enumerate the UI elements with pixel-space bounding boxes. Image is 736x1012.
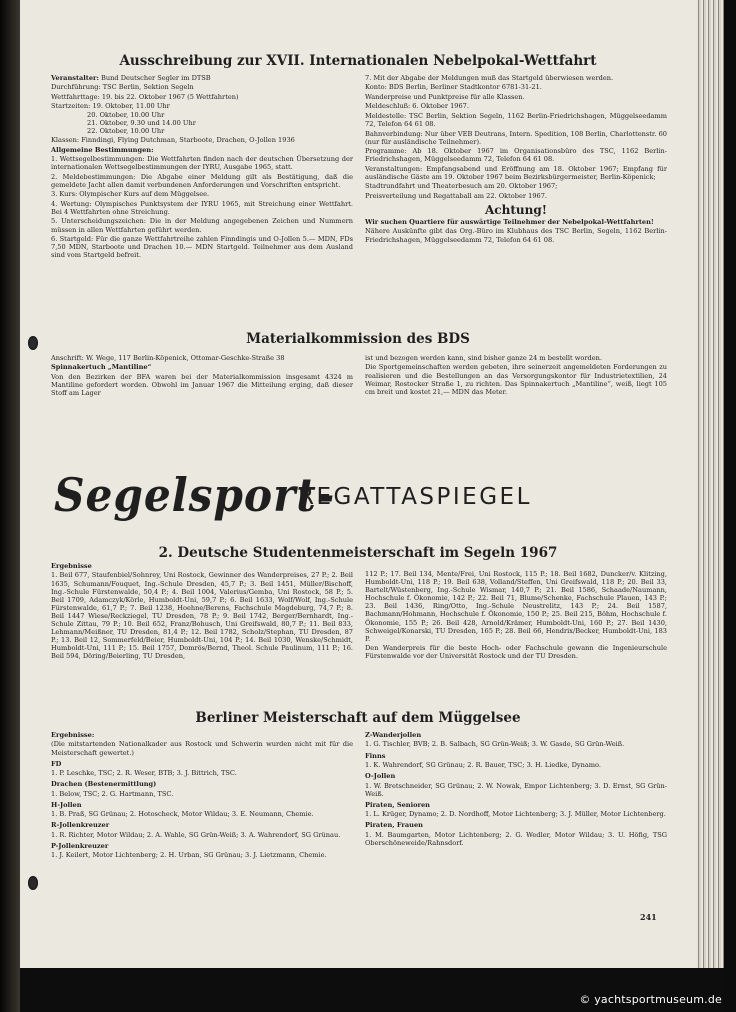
- result-o-jollen: 1. W. Bretschneider, SG Grünau; 2. W. Nowak, Empor Lichtenberg; 3. D. Ernst, SG Grün-Weiß.: [365, 781, 667, 798]
- material-right-column: [365, 354, 667, 397]
- material-right-1: Die Sportgemeinschaften werden gebeten, ihre seinerzeit angemeldeten Forderungen zu realisieren und die Bestellungen an das Versorgungskontor für Industrietextilien, 24 Weimar, Rostocker Straße 1, zu richten. Das Spinnakertuch „Mantiline“, weiß, liegt 105 cm breit und kostet 21,— MDN das Meter.: [365, 363, 667, 396]
- class-piraten-frauen: Piraten, Frauen: [365, 821, 423, 830]
- nebel-rule-6: 6. Startgeld: Für die ganze Wettfahrtreihe zahlen Finndingis und O-Jollen 5.— MDN, FDs 7,50 MDN, Starboote und Drachen 10.— MDN Startgeld. Teilnehmer aus dem Ausland sind vom Startgeld befreit.: [51, 234, 353, 260]
- nebel-left-8: Allgemeine Bestimmungen:: [51, 145, 154, 154]
- nebel-rule-3: 3. Kurs: Olympischer Kurs auf dem Müggelsee.: [51, 190, 210, 199]
- nebel-right-5: Bahnverbindung: Nur über VEB Deutrans, Intern. Spedition, 108 Berlin, Charlottenstr. 60 (nur für ausländische Teilnehmer).: [365, 129, 667, 146]
- nebel-left-6: 22. Oktober, 10.00 Uhr: [87, 126, 165, 135]
- page-stack-edge: [696, 0, 724, 968]
- studenten-heading: Ergebnisse: [51, 562, 92, 570]
- watermark: © yachtsportmuseum.de: [579, 993, 722, 1006]
- nebel-right-4: Meldestelle: TSC Berlin, Sektion Segeln, 1162 Berlin-Friedrichshagen, Müggelseedamm 72, Telefon 64 61 08.: [365, 111, 667, 129]
- magazine-page: [20, 0, 696, 968]
- nebel-right-3: Meldeschluß: 6. Oktober 1967.: [365, 102, 469, 111]
- result-fd: 1. P. Leschke, TSC; 2. R. Weser, BTB; 3. J. Bittrich, TSC.: [51, 769, 237, 778]
- nebel-rule-1: 1. Wettsegelbestimmungen: Die Wettfahrten finden nach der deutschen Übersetzung der internationalen Wettsegelbestimmungen der IYRU, Ausgabe 1965, statt.: [51, 155, 353, 172]
- result-piraten-frauen: 1. M. Baumgarten, Motor Lichtenberg; 2. G. Wedler, Motor Wildau; 3. U. Höfig, TSG Oberschöneweide/Rahnsdorf.: [365, 830, 667, 847]
- studenten-left-results: 1. Beil 677, Staufenbiel/Sohnrey, Uni Rostock, Gewinner des Wanderpreises, 27 P.; 2. Beil 1635, Schumann/Fouquet, Ing.-Schule Dresden, 45,7 P.; 3. Beil 1451, Müller/Bischoff, Ing.-Schule Fürstenwalde, 50,4 P.; 4. Beil 1004, Valerius/Gemba, Uni Rostock, 58 P.; 5. Beil 1709, Adamczyk/Körle, Humboldt-Uni, 59,7 P.; 6. Beil 1633, Wolf/Wolf, Ing.-Schule Fürstenwalde, 61,7 P.; 7. Beil 1238, Hoehne/Berens, Fachschule Magdeburg, 74,7 P.; 8. Beil 1447 Wiese/Reckziegel, TU Dresden, 78 P.; 9. Beil 1742, Berger/Bernhardt, Ing.-Schule Zittau, 79 P.; 10. Beil 652, Franz/Bohusch, Uni Greifswald, 80,7 P.; 11. Beil 833, Lehmann/Meißner, TU Dresden, 81,4 P.; 12. Beil 1782, Scholz/Stephan, TU Dresden, 87 P.; 13. Beil 12, Sommerfeld/Beier, Humboldt-Uni, 104 P.; 14. Beil 1030, Wenske/Schmidt, Humboldt-Uni, 111 P.; 15. Beil 1757, Domrös/Bernd, Theol. Schule Paulinum, 111 P.; 16. Beil 594, Döring/Beierling, TU Dresden,: [51, 571, 353, 661]
- nebel-left-2: Wettfahrttage: 19. bis 22. Oktober 1967 (5 Wettfahrten): [51, 92, 239, 101]
- class-h-jollen: H-Jollen: [51, 800, 82, 809]
- nebel-left-7: Klassen: Finndingi, Flying Dutchman, Starboote, Drachen, O-Jollen 1936: [51, 136, 295, 145]
- studenten-left-column: [51, 562, 353, 662]
- berliner-left-column: [51, 731, 353, 861]
- nebelpokal-left-column: Veranstalter: Bund Deutscher Segler im DTSB Durchführung: TSC Berlin, Sektion Segeln Wettfahrttage: 19. bis 22. Oktober 1967 (5 Wettfahrten) Startzeiten: 19. Oktober, 11.00 Uhr 20. Oktober, 10.00 Uhr 21. Oktober, 9.30 und 14.00 Uhr 22. Oktober, 10.00 Uhr Klassen: Finndingi, Flying Dutchman, Starboote, Drachen, O-Jollen 1936 Allgemeine Bestimmungen: 1. Wettsegelbestimmungen: Die Wettfahrten finden nach der deutschen Übersetzung der internationalen Wettsegelbestimmungen der IYRU, Ausgabe 1965, statt. 2. Meldebestimmungen: Die Abgabe einer Meldung gilt als Bestätigung, daß die gemeldete Jacht allen damit verbundenen Anforderungen und Vorschriften entspricht. 3. Kurs: Olympischer Kurs auf dem Müggelsee. 4. Wertung: Olympisches Punktsystem der IYRU 1965, mit Streichung einer Wettfahrt. Bei 4 Wettfahrten ohne Streichung. 5. Unterscheidungszeichen: Die in der Meldung angegebenen Zeichen und Nummern müssen in allen Wettfahrten geführt werden. 6. Startgeld: Für die ganze Wettfahrtreihe zahlen Finndingis und O-Jollen 5.— MDN, FDs 7,50 MDN, Starboote und Drachen 10.— MDN Startgeld. Teilnehmer aus dem Ausland sind vom Startgeld befreit.: [51, 74, 353, 260]
- class-z-wanderjollen: Z-Wanderjollen: [365, 731, 422, 739]
- nebel-rule-2: 2. Meldebestimmungen: Die Abgabe einer Meldung gilt als Bestätigung, daß die gemeldete Jacht allen damit verbundenen Anforderungen und Vorschriften entspricht.: [51, 172, 353, 189]
- class-drachen: Drachen (Bestenermittlung): [51, 780, 157, 789]
- result-p-jollenkreuzer: 1. J. Keilert, Motor Lichtenberg; 2. H. Urban, SG Grünau; 3. J. Lietzmann, Chemie.: [51, 851, 327, 860]
- nebel-right-6: Programme: Ab 18. Oktober 1967 im Organisationsbüro des TSC, 1162 Berlin-Friedrichshagen, Müggelseedamm 72, Telefon 64 61 08.: [365, 147, 667, 164]
- material-left-1: Spinnakertuch „Mantiline“: [51, 363, 152, 372]
- class-p-jollenkreuzer: P-Jollenkreuzer: [51, 841, 109, 850]
- result-piraten-senioren: 1. L. Krüger, Dynamo; 2. D. Nordhoff, Motor Lichtenberg; 3. J. Müller, Motor Lichtenberg.: [365, 810, 666, 819]
- right-margin: [724, 0, 736, 1012]
- nebelpokal-title: Ausschreibung zur XVII. Internationalen Nebelpokal-Wettfahrt: [119, 53, 597, 69]
- nebel-left-3: Startzeiten: 19. Oktober, 11.00 Uhr: [51, 102, 170, 111]
- nebel-rule-4: 4. Wertung: Olympisches Punktsystem der IYRU 1965, mit Streichung einer Wettfahrt. Bei 4 Wettfahrten ohne Streichung.: [51, 199, 353, 216]
- nebel-left-4: 20. Oktober, 10.00 Uhr: [87, 110, 165, 119]
- studenten-title: 2. Deutsche Studentenmeisterschaft im Segeln 1967: [158, 545, 558, 561]
- class-fd: FD: [51, 759, 62, 768]
- class-r-jollenkreuzer: R-Jollenkreuzer: [51, 821, 110, 830]
- material-right-0: ist und bezogen werden kann, sind bisher ganze 24 m bestellt worden.: [365, 354, 602, 362]
- nebel-right-0: 7. Mit der Abgabe der Meldungen muß das Startgeld überwiesen werden.: [365, 74, 614, 82]
- class-piraten-senioren: Piraten, Senioren: [365, 800, 430, 809]
- regattaspiegel-heading: REGATTASPIEGEL: [298, 484, 532, 510]
- result-h-jollen: 1. B. Praß, SG Grünau; 2. Hotoscheck, Motor Wildau; 3. E. Neumann, Chemie.: [51, 810, 314, 819]
- material-left-2: Von den Bezirken der BFA waren bei der Materialkommission insgesamt 4324 m Mantiline gefordert worden. Obwohl im Januar 1967 die Mitteilung erging, daß dieser Stoff am Lager: [51, 372, 353, 398]
- nebel-right-7: Veranstaltungen: Empfangsabend und Eröffnung am 18. Oktober 1967; Empfang für ausländische Gäste am 19. Oktober 1967 beim Bezirksbürgermeister, Berlin-Köpenick;: [365, 164, 667, 181]
- result-finns: 1. K. Wahrendorf, SG Grünau; 2. R. Bauer, TSC; 3. H. Liedke, Dynamo.: [365, 761, 602, 770]
- berliner-heading: Ergebnisse:: [51, 731, 95, 739]
- material-left-column: [51, 354, 353, 399]
- achtung-bold: Wir suchen Quartiere für auswärtige Teilnehmer der Nebelpokal-Wettfahrten!: [365, 217, 654, 226]
- binding-hole-icon: [28, 336, 38, 350]
- nebel-right-2: Wanderpreise und Punktpreise für alle Klassen.: [365, 92, 525, 101]
- nebel-left-1: Durchführung: TSC Berlin, Sektion Segeln: [51, 83, 194, 92]
- berliner-title: Berliner Meisterschaft auf dem Müggelsee: [195, 710, 521, 726]
- nebel-left-5: 21. Oktober, 9.30 und 14.00 Uhr: [87, 118, 196, 127]
- studenten-right-column: [365, 570, 667, 662]
- class-finns: Finns: [365, 751, 386, 760]
- binding-hole-icon: [28, 876, 38, 890]
- studenten-closing: Den Wanderpreis für die beste Hoch- oder Fachschule gewann die Ingenieurschule Fürstenwalde vor der Universität Rostock und der TU Dresden.: [365, 644, 667, 661]
- berliner-right-column: [365, 731, 667, 848]
- result-drachen: 1. Below, TSC; 2. G. Hartmann, TSC.: [51, 789, 174, 798]
- book-spine: [0, 0, 20, 1012]
- segelsport-script-logo: Segelsport-: [54, 468, 336, 522]
- berliner-note: (Die mitstartenden Nationalkader aus Rostock und Schwerin wurden nicht mit für die Meisterschaft gewertet.): [51, 740, 353, 757]
- nebel-rule-5: 5. Unterscheidungszeichen: Die in der Meldung angegebenen Zeichen und Nummern müssen in allen Wettfahrten geführt werden.: [51, 217, 353, 234]
- result-z-wanderjollen: 1. G. Tischler, BVB; 2. B. Salbach, SG Grün-Weiß; 3. W. Gasde, SG Grün-Weiß.: [365, 740, 625, 749]
- material-title: Materialkommission des BDS: [246, 331, 470, 347]
- nebelpokal-right-column: [365, 74, 667, 245]
- studenten-right-results: 112 P.; 17. Beil 134, Mente/Frei, Uni Rostock, 115 P.; 18. Beil 1682, Duncker/v. Klitzing, Humboldt-Uni, 118 P.; 19. Beil 638, Volland/Steffen, Uni Greifswald, 118 P.; 20. Beil 33, Bartelt/Wüstenberg, Ing.-Schule Wismar, 140,7 P.; 21. Beil 1586, Schaade/Naumann, Hochschule f. Ökonomie, 142 P.; 22. Beil 71, Blume/Schenke, Fachschule Plauen, 143 P.; 23. Beil 1436, Ring/Otto, Ing.-Schule Neustrelitz, 143 P.; 24. Beil 1587, Bachmann/Hohmann, Hochschule f. Ökonomie, 150 P.; 25. Beil 215, Böhm, Hochschule f. Ökonomie, 155 P.; 26. Beil 428, Arnold/Krämer, Humboldt-Uni, 160 P.; 27. Beil 1430, Schweigel/Konarski, TU Dresden, 165 P.; 28. Beil 66, Hendrix/Becker, Humboldt-Uni, 183 P.: [365, 570, 667, 643]
- nebel-right-1: Konto: BDS Berlin, Berliner Stadtkontor 6781-31-21.: [365, 83, 542, 92]
- nebel-right-9: Preisverteilung und Regattaball am 22. Oktober 1967.: [365, 191, 547, 200]
- material-left-0: Anschrift: W. Wege, 117 Berlin-Köpenick, Ottomar-Geschke-Straße 38: [51, 354, 285, 362]
- result-r-jollenkreuzer: 1. R. Richter, Motor Wildau; 2. A. Wahle, SG Grün-Weiß; 3. A. Wahrendorf, SG Grünau.: [51, 830, 341, 839]
- nebel-right-8: Stadtrundfahrt und Theaterbesuch am 20. Oktober 1967;: [365, 182, 558, 191]
- achtung-title: Achtung!: [485, 202, 547, 217]
- achtung-text: Nähere Auskünfte gibt das Org.-Büro im Klubhaus des TSC Berlin, Segeln, 1162 Berlin-Friedrichshagen, Müggelseedamm 72, Telefon 64 61 08.: [365, 227, 667, 244]
- page-number: 241: [640, 912, 657, 922]
- class-o-jollen: O-Jollen: [365, 772, 396, 781]
